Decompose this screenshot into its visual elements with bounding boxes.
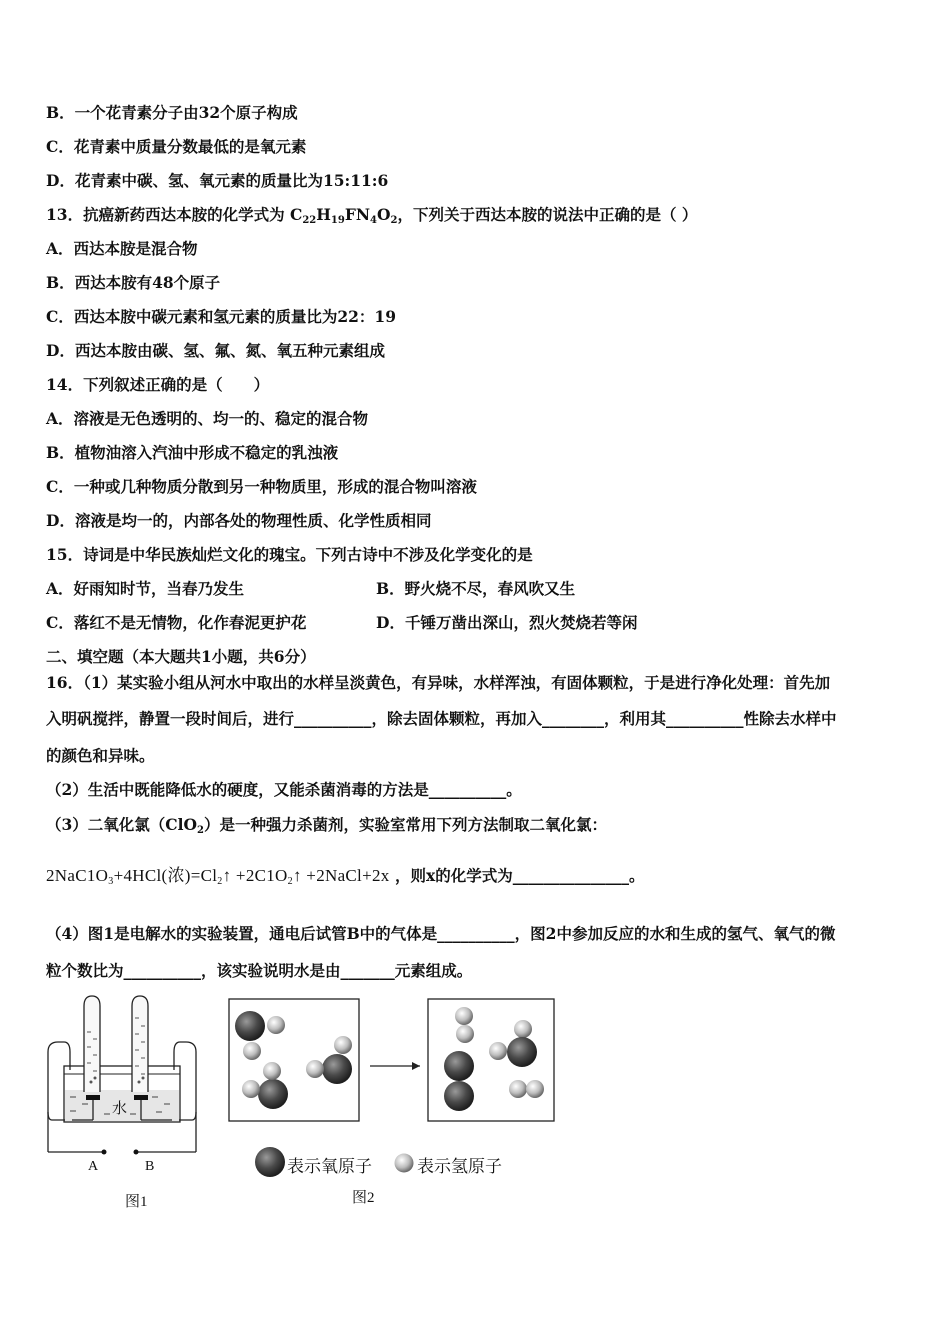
q16-part1-line1: 16．（1）某实验小组从河水中取出的水样呈淡黄色，有异味，水样浑浊，有固体颗粒，于是进行净化处理：首先加 — [46, 673, 831, 692]
chemical-equation: $2NaC1O_3+4HCl$(浓)$=Cl_2↑$ $+2C1O_2↑$ +2NaCl+2x — [46, 866, 390, 887]
oxygen-legend-label: 表示氧原子 — [287, 1157, 372, 1177]
q12-option-c: C．花青素中质量分数最低的是氧元素 — [46, 137, 307, 156]
q15-option-a: A．好雨知时节，当春乃发生 — [46, 579, 245, 598]
q13-option-d: D．西达本胺由碳、氢、氟、氮、氧五种元素组成 — [46, 341, 385, 360]
q16-part2: （2）生活中既能降低水的硬度，又能杀菌消毒的方法是__________。 — [46, 780, 522, 799]
electrolysis-apparatus-figure — [44, 992, 204, 1182]
q16-part3 — [46, 815, 607, 835]
terminal-a-dot — [102, 1150, 107, 1155]
q15-option-b: B．野火烧不尽，春风吹又生 — [376, 579, 576, 598]
q13-option-a: A．西达本胺是混合物 — [46, 239, 198, 258]
q13-stem-prefix: 13．抗癌新药西达本胺的化学式为 — [46, 205, 290, 224]
test-tube-a — [84, 996, 100, 1092]
water-decomposition-model-figure — [226, 996, 562, 1124]
q13-option-b: B．西达本胺有48个原子 — [46, 273, 221, 292]
terminal-b-label: B — [145, 1159, 155, 1174]
q16-part3-tail: ，则x的化学式为_______________。 — [394, 866, 645, 885]
q15-option-d: D．千锤万凿出深山，烈火焚烧若等闲 — [376, 613, 638, 632]
electrode-b — [134, 1095, 148, 1100]
q15-stem: 15．诗词是中华民族灿烂文化的瑰宝。下列古诗中不涉及化学变化的是 — [46, 545, 533, 564]
q16-equation-line — [46, 866, 644, 886]
q16-part1-line2: 入明矾搅拌，静置一段时间后，进行__________，除去固体颗粒，再加入________，利用其__________性除去水样中 — [46, 709, 837, 728]
electrode-a — [86, 1095, 100, 1100]
q12-option-b: B．一个花青素分子由32个原子构成 — [46, 103, 298, 122]
terminal-b-dot — [134, 1150, 139, 1155]
hydrogen-legend-label: 表示氢原子 — [417, 1157, 502, 1177]
q16-part4-line2: 粒个数比为__________，该实验说明水是由_______元素组成。 — [46, 961, 473, 980]
q13-stem-suffix: ，下列关于西达本胺的说法中正确的是（ ） — [397, 205, 698, 224]
q14-option-d: D．溶液是均一的，内部各处的物理性质、化学性质相同 — [46, 511, 432, 530]
q12-option-d: D．花青素中碳、氢、氧元素的质量比为15:11:6 — [46, 171, 389, 190]
figure1-caption: 图1 — [125, 1194, 148, 1210]
hydrogen-atom-legend-icon — [393, 1152, 415, 1174]
terminal-a-label: A — [88, 1159, 99, 1174]
q16-part4-line1: （4）图1是电解水的实验装置，通电后试管B中的气体是__________，图2中参加反应的水和生成的氢气、氧气的微 — [46, 924, 836, 943]
q13-option-c: C．西达本胺中碳元素和氢元素的质量比为22：19 — [46, 307, 396, 326]
test-tube-b — [132, 996, 148, 1092]
water-label: 水 — [112, 1099, 128, 1117]
q16-part3-prefix: （3）二氧化氯（ — [46, 815, 166, 834]
q16-part1-line3: 的颜色和异味。 — [46, 746, 155, 765]
q14-option-c: C．一种或几种物质分散到另一种物质里，形成的混合物叫溶液 — [46, 477, 477, 496]
q15-option-c: C．落红不是无情物，化作春泥更护花 — [46, 613, 307, 632]
figure2-caption: 图2 — [352, 1190, 375, 1206]
oxygen-atom-legend-icon — [254, 1146, 286, 1178]
q16-part3-suffix: ）是一种强力杀菌剂，实验室常用下列方法制取二氧化氯： — [204, 815, 608, 834]
section-title: 二、填空题（本大题共1小题，共6分） — [46, 647, 316, 666]
q13-formula: $C_{22}H_{19}FN_4O_2$ — [289, 205, 398, 226]
q14-option-b: B．植物油溶入汽油中形成不稳定的乳浊液 — [46, 443, 339, 462]
q16-clo2-formula: ClO$_2$ — [165, 815, 204, 836]
q14-stem: 14．下列叙述正确的是（ ） — [46, 375, 270, 394]
q13-stem — [46, 205, 697, 225]
q14-option-a: A．溶液是无色透明的、均一的、稳定的混合物 — [46, 409, 369, 428]
